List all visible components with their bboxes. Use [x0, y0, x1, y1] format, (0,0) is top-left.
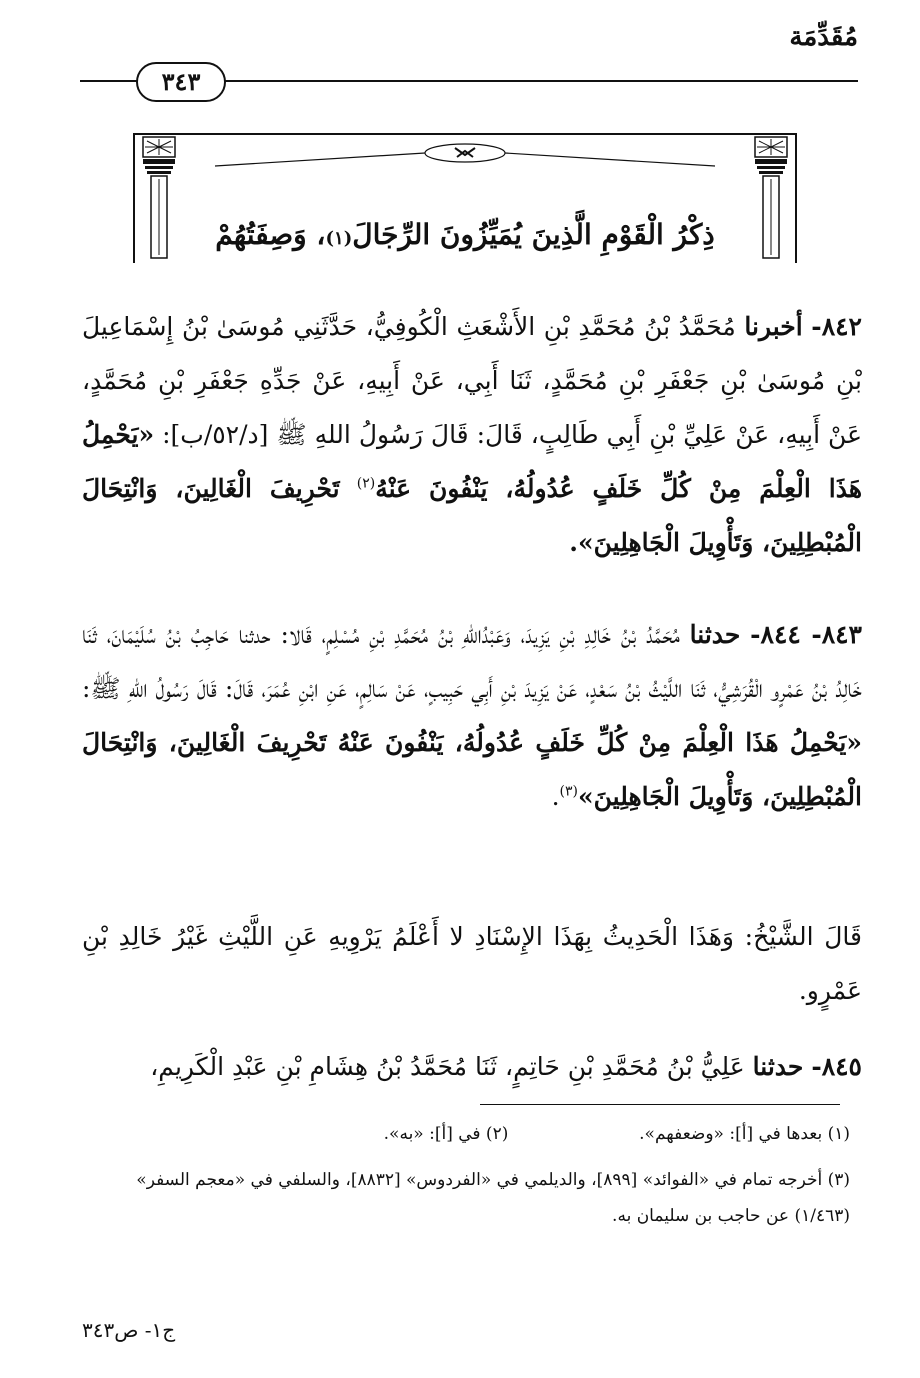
ornament-divider-icon — [205, 139, 725, 169]
isnad-chain: عَلِيُّ بْنُ مُحَمَّدِ بْنِ حَاتِمٍ، ثَنَا مُحَمَّدُ بْنُ هِشَامِ بْنِ عَبْدِ الْكَرِيمِ، — [150, 1052, 745, 1081]
chapter-heading-frame — [133, 133, 797, 263]
footnote-marker: (٣) — [559, 783, 579, 800]
hadith-matn: «يَحْمِلُ هَذَا الْعِلْمَ مِنْ كُلِّ خَلَفٍ عُدُولُهُ، يَنْفُونَ عَنْهُ تَحْرِيفَ الْغَالِينَ، وَانْتِحَالَ الْمُبْطِلِينَ، وَتَأْوِيلَ الْجَاهِلِينَ» — [82, 728, 862, 811]
hadith-number: ٨٤٣- ٨٤٤- — [750, 620, 862, 649]
chapter-footnote-marker: (١) — [325, 228, 353, 249]
chapter-title-tail: ، وَصِفَتُهُمْ — [215, 218, 326, 251]
sentence-end: . — [551, 782, 560, 811]
hadith-845 — [82, 1040, 862, 1094]
hadith-matn: «يَحْمِلُ هَذَا الْعِلْمَ مِنْ كُلِّ خَلَفٍ عُدُولُهُ، يَنْفُونَ عَنْهُ — [82, 420, 862, 503]
chapter-title — [135, 215, 795, 259]
transmission-word: حدثنا — [752, 1052, 804, 1081]
hadith-842 — [82, 300, 862, 570]
hadith-matn-cont: تَحْرِيفَ الْغَالِينَ، وَانْتِحَالَ الْمُبْطِلِينَ، وَتَأْوِيلَ الْجَاهِلِينَ». — [82, 474, 862, 557]
sheikh-comment: قَالَ الشَّيْخُ: وَهَذَا الْحَدِيثُ بِهَذَا الإِسْنَادِ لا أَعْلَمُ يَرْوِيهِ عَنِ اللَّيْثِ غَيْرُ خَالِدِ بْنِ عَمْرٍو. — [82, 922, 862, 1005]
chapter-title-text: ذِكْرُ الْقَوْمِ الَّذِينَ يُمَيِّزُونَ الرِّجَالَ — [352, 218, 715, 251]
isnad-chain: مُحَمَّدُ بْنُ مُحَمَّدِ بْنِ الأَشْعَثِ الْكُوفِيُّ، حَدَّثَنِي مُوسَىٰ بْنُ إِسْمَاعِيلَ بْنِ مُوسَىٰ بْنِ جَعْفَرِ بْنِ مُحَمَّدٍ، ثَنَا أَبِي، عَنْ أَبِيهِ، عَنْ جَدِّهِ جَعْفَرِ بْنِ مُحَمَّدٍ، عَنْ أَبِيهِ، عَنْ عَلِيِّ بْنِ أَبِي طَالِبٍ، قَالَ: قَالَ رَسُولُ اللهِ ﷺ [د/٥٢/ب]: — [82, 312, 862, 449]
transmission-word: حدثنا — [689, 620, 741, 649]
hadith-843-844 — [82, 608, 862, 824]
footnote-rule — [480, 1104, 840, 1105]
isnad-chain: مُحَمَّدُ بْنُ خَالِدِ بْنِ يَزِيدَ، وَعَبْدُاللهِ بْنُ مُحَمَّدِ بْنِ مُسْلِمٍ، قَالا: حدثنا حَاجِبُ بْنُ سُلَيْمَانَ، ثَنَا خَالِدُ بْنُ عَمْرٍو الْقُرَشِيُّ، ثَنَا اللَّيْثُ بْنُ سَعْدٍ، عَنْ يَزِيدَ بْنِ أَبِي حَبِيبٍ، عَنْ سَالِمٍ، عَنِ ابْنِ عُمَرَ، قَالَ: قَالَ رَسُولُ اللهِ ﷺ: — [82, 620, 862, 703]
footnote-2: (٢) في [أ]: «به». — [383, 1124, 509, 1144]
page-reference: ج١- ص٣٤٣ — [82, 1318, 176, 1342]
hadith-number: ٨٤٥- — [811, 1052, 862, 1081]
transmission-word: أخبرنا — [744, 312, 803, 341]
footnote-marker: (٢) — [356, 475, 376, 492]
running-title: مُقَدِّمَة — [789, 22, 858, 52]
footnote-row — [82, 1116, 850, 1152]
hadith-number: ٨٤٢- — [811, 312, 862, 341]
page-number-badge: ٣٤٣ — [136, 62, 226, 102]
footnote-3: (٣) أخرجه تمام في «الفوائد» [٨٩٩]، والديلمي في «الفردوس» [٨٨٣٢]، والسلفي في «معجم السفر» (١/٤٦٣) عن حاجب بن سليمان به. — [136, 1170, 850, 1226]
footnote-1: (١) بعدها في [أ]: «وضعفهم». — [639, 1124, 850, 1144]
